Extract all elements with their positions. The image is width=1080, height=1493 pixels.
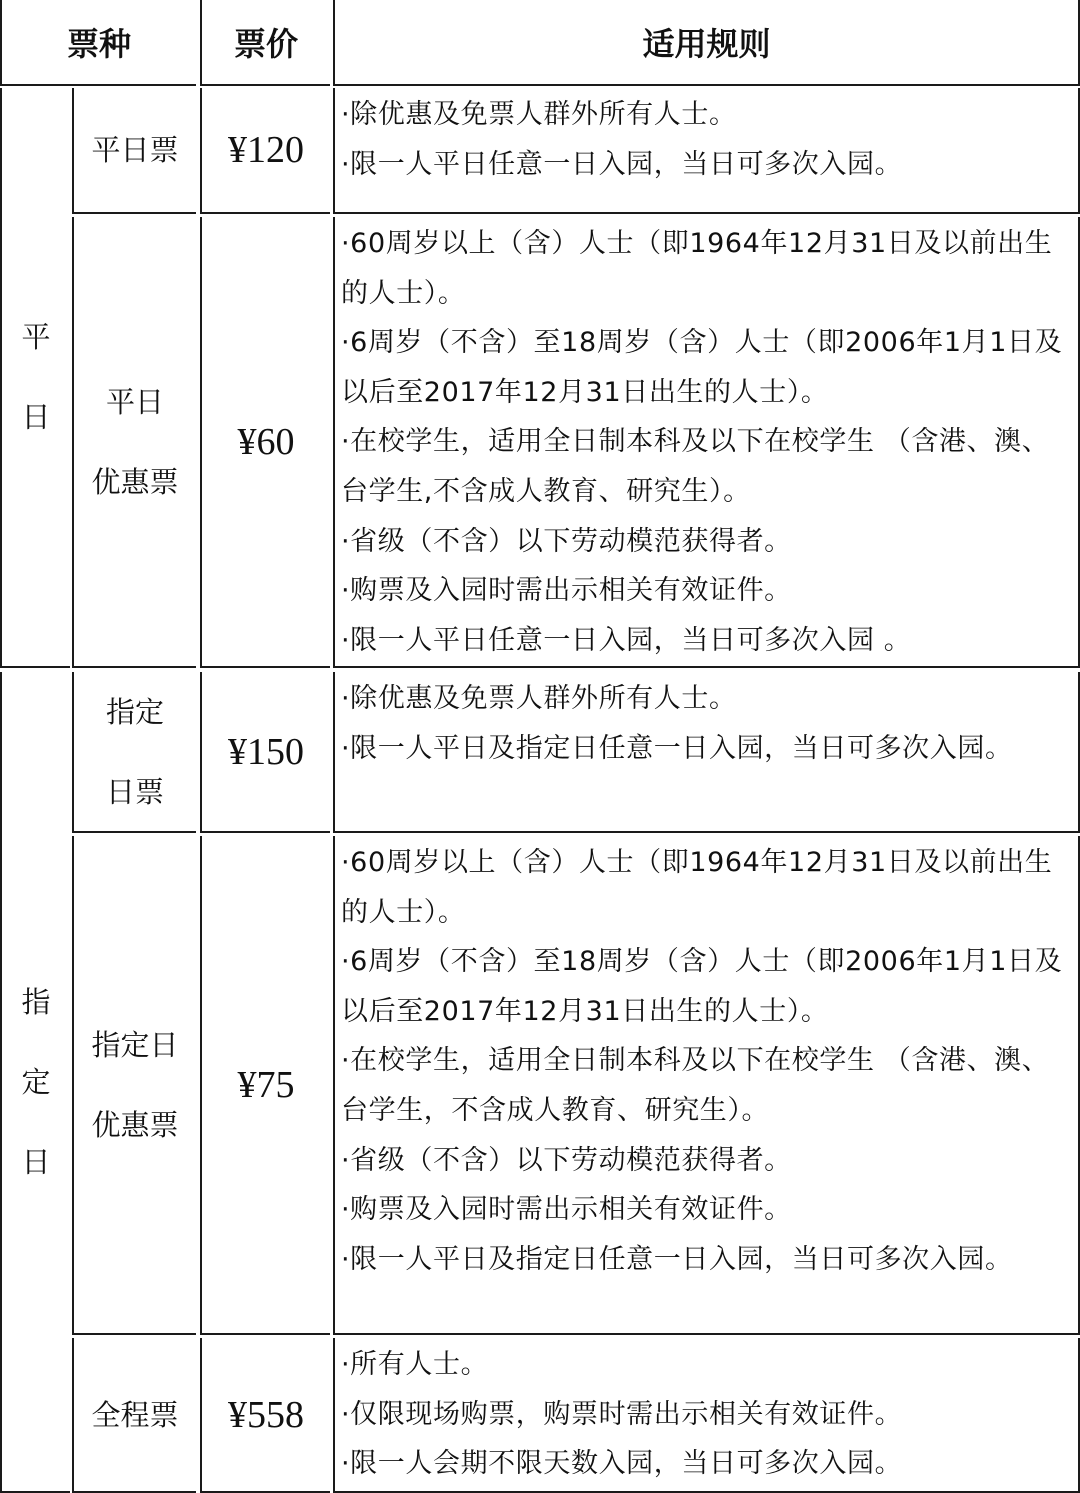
rule-item: ·在校学生，适用全日制本科及以下在校学生 （含港、澳、台学生，不含成人教育、研究生）。 [341, 1045, 1050, 1126]
ticket-type: 指定 日票 [72, 672, 196, 833]
ticket-price: ¥120 [200, 88, 330, 214]
rule-item: ·除优惠及免票人群外所有人士。 [341, 683, 737, 714]
rule-item: ·限一人平日及指定日任意一日入园，当日可多次入园。 [341, 732, 1013, 764]
rule-item: ·60周岁以上（含）人士（即1964年12月31日及以前出生的人士）。 [341, 228, 1053, 309]
rule-item: ·省级（不含）以下劳动模范获得者。 [341, 1144, 792, 1176]
ticket-price: ¥558 [200, 1338, 330, 1493]
ticket-rules [333, 672, 1080, 833]
ticket-type: 全程票 [72, 1338, 196, 1493]
rule-item: ·限一人平日任意一日入园，当日可多次入园。 [341, 148, 903, 180]
rule-item: ·6周岁（不含）至18周岁（含）人士（即2006年1月1日及以后至2017年12月31日出生的人士）。 [341, 327, 1063, 408]
rule-item: ·所有人士。 [341, 1349, 489, 1380]
ticket-rules [333, 88, 1080, 214]
ticket-type: 平日票 [72, 88, 196, 214]
rule-item: ·除优惠及免票人群外所有人士。 [341, 99, 737, 130]
rule-item: ·限一人平日及指定日任意一日入园，当日可多次入园。 [341, 1243, 1013, 1275]
ticket-type: 平日 优惠票 [72, 217, 196, 668]
ticket-price: ¥75 [200, 836, 330, 1335]
header-price: 票价 [200, 0, 330, 86]
header-ticket-type: 票种 [0, 0, 196, 86]
header-rules: 适用规则 [333, 0, 1080, 86]
rule-item: ·限一人会期不限天数入园，当日可多次入园。 [341, 1448, 903, 1480]
rule-item: ·购票及入园时需出示相关有效证件。 [341, 575, 792, 607]
rule-item: ·60周岁以上（含）人士（即1964年12月31日及以前出生的人士）。 [341, 847, 1053, 928]
group-weekday: 平 日 [0, 88, 70, 668]
ticket-rules [333, 836, 1080, 1335]
rule-item: ·仅限现场购票，购票时需出示相关有效证件。 [341, 1398, 903, 1430]
ticket-price: ¥60 [200, 217, 330, 668]
rule-item: ·在校学生，适用全日制本科及以下在校学生 （含港、澳、台学生,不含成人教育、研究生）。 [341, 426, 1050, 507]
rule-item: ·6周岁（不含）至18周岁（含）人士（即2006年1月1日及以后至2017年12月31日出生的人士）。 [341, 946, 1063, 1027]
ticket-price: ¥150 [200, 672, 330, 833]
ticket-rules [333, 1338, 1080, 1493]
rule-item: ·购票及入园时需出示相关有效证件。 [341, 1194, 792, 1226]
rule-item: ·限一人平日任意一日入园，当日可多次入园 。 [341, 624, 912, 656]
rule-item: ·省级（不含）以下劳动模范获得者。 [341, 525, 792, 557]
ticket-type: 指定日 优惠票 [72, 836, 196, 1335]
ticket-rules [333, 217, 1080, 668]
group-designated-day: 指 定 日 [0, 672, 70, 1493]
